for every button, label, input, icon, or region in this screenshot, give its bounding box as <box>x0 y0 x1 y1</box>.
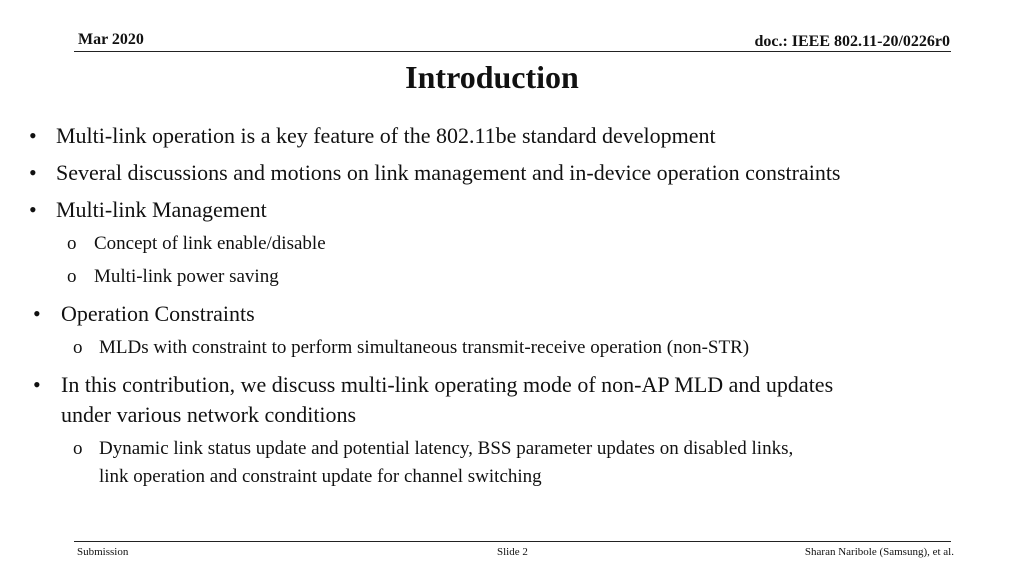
bullet-marker: • <box>29 160 37 185</box>
bullet-text: Operation Constraints <box>61 301 255 326</box>
bullet-text: In this contribution, we discuss multi-link operating mode of non-AP MLD and updates <box>61 372 834 397</box>
sub-bullet-text: MLDs with constraint to perform simultaneous transmit-receive operation (non-STR) <box>99 337 750 358</box>
sub-bullet-marker: o <box>73 438 83 459</box>
bullet-marker: • <box>29 197 37 222</box>
bullet-marker: • <box>29 123 37 148</box>
bullet-text: Multi-link operation is a key feature of the 802.11be standard development <box>56 123 716 148</box>
sub-bullet-text-continued: link operation and constraint update for channel switching <box>99 466 542 487</box>
header-doc-id: doc.: IEEE 802.11-20/0226r0 <box>754 33 950 50</box>
sub-bullet-marker: o <box>67 266 77 287</box>
bullet-text: Several discussions and motions on link management and in-device operation constraints <box>56 160 841 185</box>
footer-submission: Submission <box>77 546 129 558</box>
bullet-text: Multi-link Management <box>56 197 267 222</box>
sub-bullet-text: Dynamic link status update and potential latency, BSS parameter updates on disabled links, <box>99 438 794 459</box>
sub-bullet-text: Multi-link power saving <box>94 266 279 287</box>
sub-bullet-marker: o <box>73 337 83 358</box>
bullet-text-continued: under various network conditions <box>61 402 357 427</box>
footer-rule <box>74 541 951 542</box>
footer-slide-number: Slide 2 <box>497 546 528 558</box>
header-date: Mar 2020 <box>78 31 144 48</box>
sub-bullet-text: Concept of link enable/disable <box>94 233 326 254</box>
bullet-marker: • <box>33 372 41 397</box>
bullet-marker: • <box>33 301 41 326</box>
footer-author: Sharan Naribole (Samsung), et al. <box>804 546 954 558</box>
slide-title: Introduction <box>405 59 579 95</box>
sub-bullet-marker: o <box>67 233 77 254</box>
